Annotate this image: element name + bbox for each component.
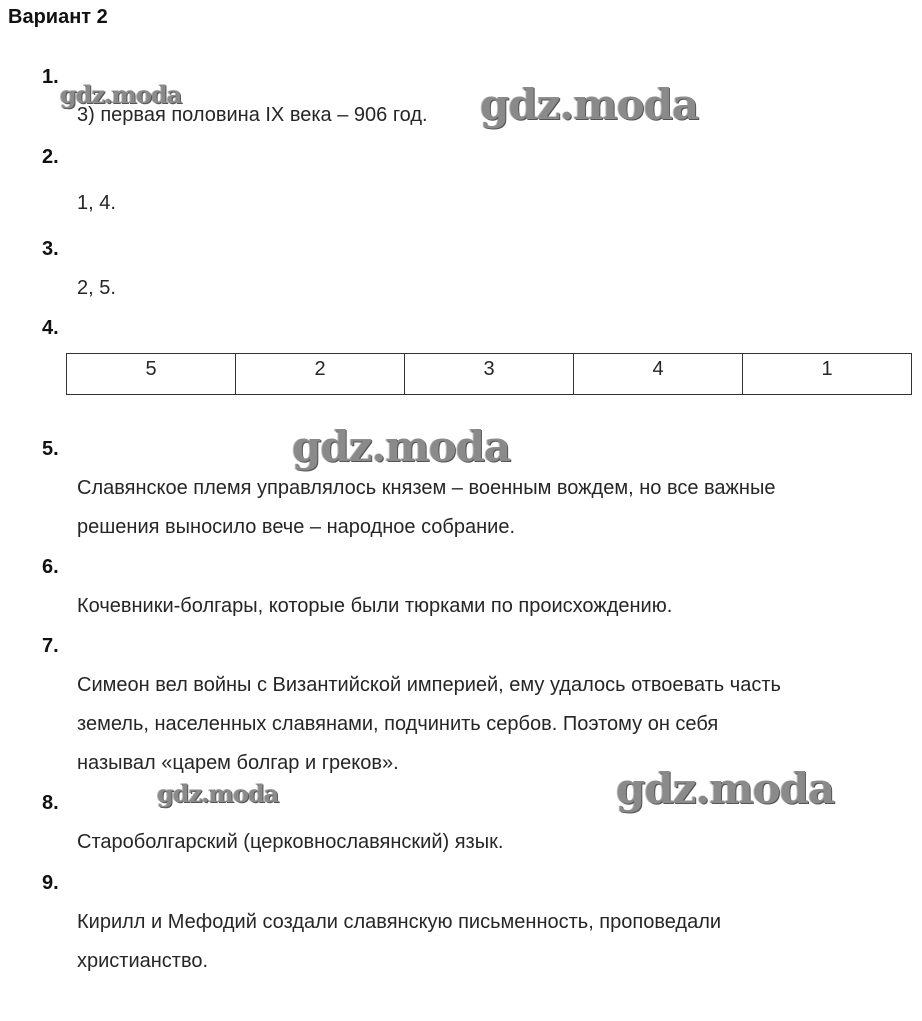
table-row (67, 354, 912, 395)
question-7-answer-line-3: называл «царем болгар и греков». (77, 752, 399, 774)
question-9-answer-line-1: Кирилл и Мефодий создали славянскую письменность, проповедали (77, 911, 722, 933)
question-2-answer: 1, 4. (77, 192, 116, 214)
question-6-number: 6. (42, 556, 59, 578)
sequence-table (66, 353, 912, 395)
table-cell: 1 (743, 354, 912, 395)
watermark-logo: gdz.moda (157, 779, 279, 808)
question-7-answer-line-2: земель, населенных славянами, подчинить сербов. Поэтому он себя (77, 713, 719, 735)
watermark-logo: gdz.moda (480, 80, 699, 129)
table-cell: 2 (236, 354, 405, 395)
watermark-logo: gdz.moda (292, 422, 511, 471)
question-3-number: 3. (42, 238, 59, 260)
table-cell: 3 (405, 354, 574, 395)
question-3-answer: 2, 5. (77, 277, 116, 299)
question-2-number: 2. (42, 146, 59, 168)
table-cell: 5 (67, 354, 236, 395)
question-8-number: 8. (42, 792, 59, 814)
question-9-number: 9. (42, 872, 59, 894)
question-5-number: 5. (42, 438, 59, 460)
question-9-answer-line-2: христианство. (77, 950, 209, 972)
question-5-answer-line-1: Славянское племя управлялось князем – военным вождем, но все важные (77, 477, 776, 499)
question-8-answer: Староболгарский (церковнославянский) язык. (77, 831, 504, 853)
question-6-answer: Кочевники-болгары, которые были тюрками по происхождению. (77, 595, 673, 617)
question-1-answer: 3) первая половина IX века – 906 год. (77, 104, 428, 126)
question-7-number: 7. (42, 635, 59, 657)
watermark-logo: gdz.moda (60, 80, 182, 109)
question-5-answer-line-2: решения выносило вече – народное собрание. (77, 516, 516, 538)
watermark-logo: gdz.moda (616, 764, 835, 813)
question-4-number: 4. (42, 317, 59, 339)
question-1-number: 1. (42, 66, 59, 88)
page-title: Вариант 2 (8, 6, 108, 28)
table-cell: 4 (574, 354, 743, 395)
question-7-answer-line-1: Симеон вел войны с Византийской империей, ему удалось отвоевать часть (77, 674, 781, 696)
